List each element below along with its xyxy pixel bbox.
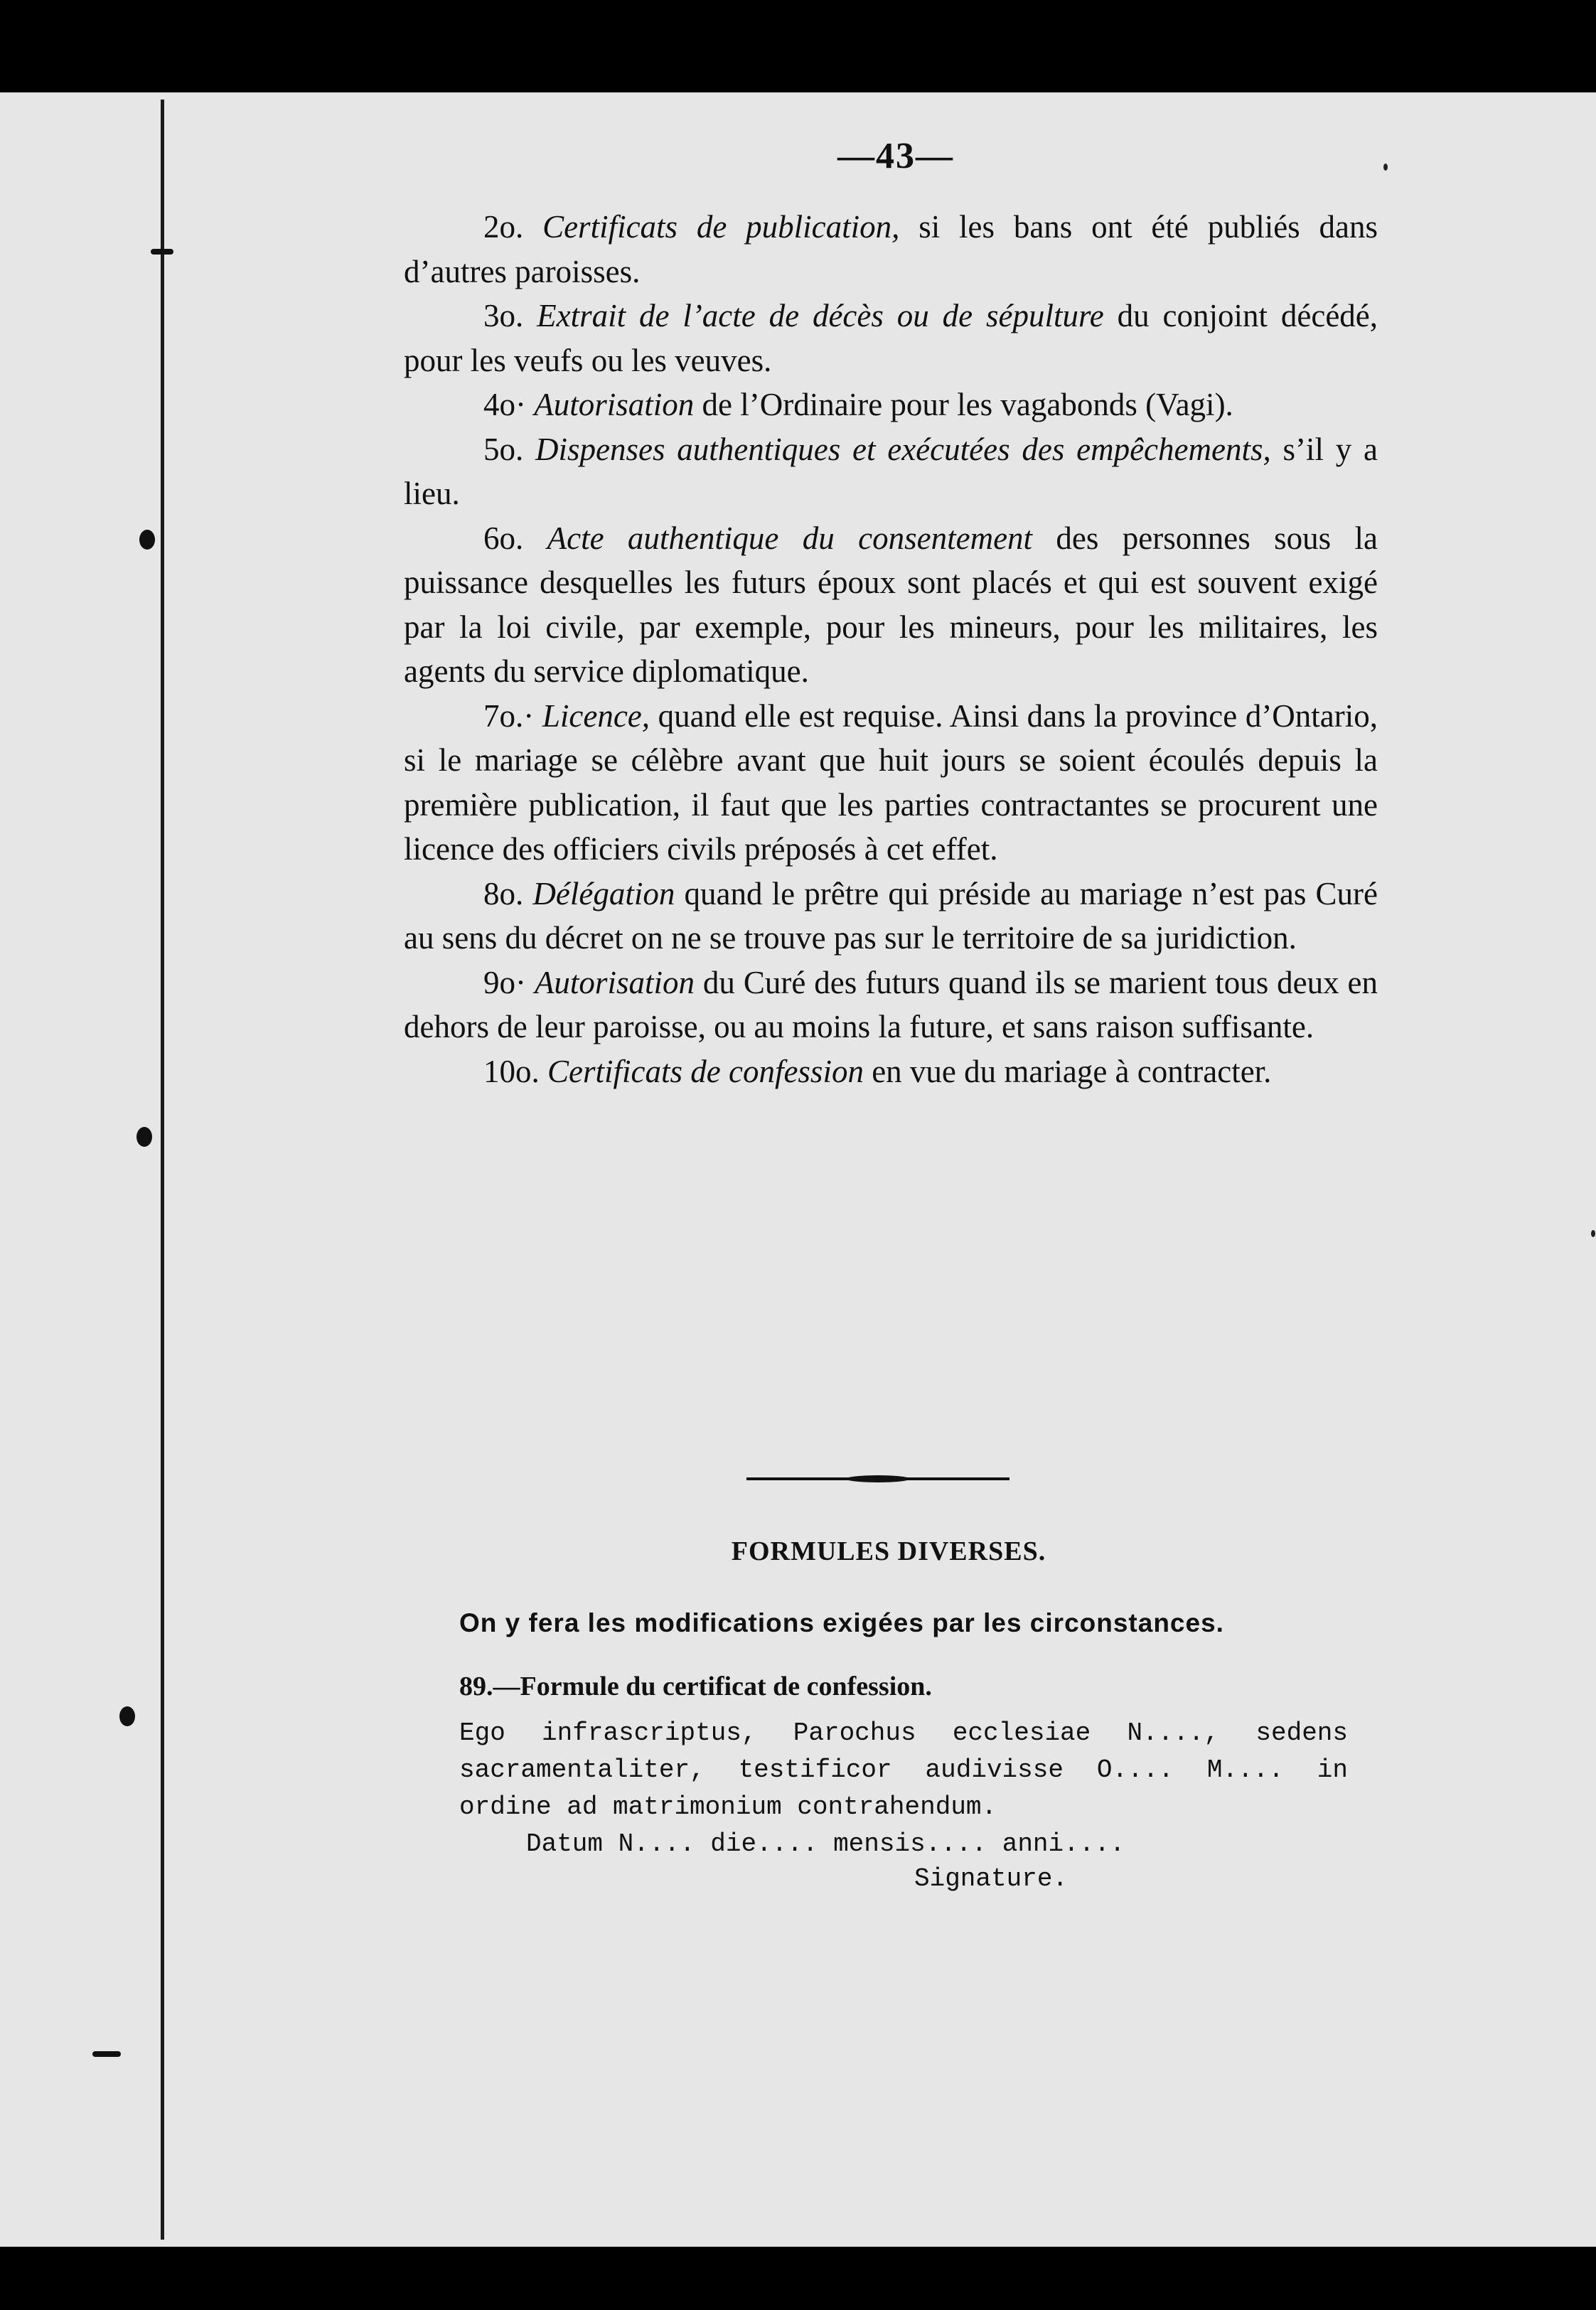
divider-ornament	[846, 1475, 910, 1482]
list-item	[404, 383, 1378, 427]
binding-mark	[151, 249, 173, 255]
list-item	[404, 427, 1378, 516]
item-number: 5o.	[483, 431, 524, 467]
binding-dot	[139, 530, 155, 550]
list-item	[404, 694, 1378, 872]
item-text: en vue du mariage à contracter.	[872, 1053, 1272, 1089]
item-text: du Curé des futurs quand ils se marient tous deux en dehors de leur paroisse, ou au moins la future, et sans raison suffisante.	[404, 964, 1378, 1044]
list-item	[404, 961, 1378, 1049]
binding-dot	[119, 1706, 135, 1726]
item-number: 3o.	[483, 298, 524, 333]
list-item	[404, 872, 1378, 961]
ornamental-divider	[746, 1475, 1009, 1481]
formula-date: Datum N.... die.... mensis.... anni....	[526, 1829, 1125, 1859]
item-number: 10o.	[483, 1053, 540, 1089]
item-title: Délégation	[532, 875, 675, 911]
item-text: des personnes sous la puissance desquelles les futurs époux sont placés et qui est souvent exigé par la loi civile, par exemple, pour les mineurs, pour les militaires, les agents du service diplomatique.	[404, 520, 1378, 689]
item-number: 8o.	[483, 875, 524, 911]
item-number: 7o.·	[483, 697, 535, 734]
requirements-list	[404, 205, 1378, 1093]
item-number: 4o·	[483, 387, 526, 422]
list-item	[404, 294, 1378, 383]
list-item	[404, 1049, 1378, 1094]
item-text: s’il y a lieu.	[404, 431, 1378, 511]
section-note: On y fera les modifications exigées par les circonstances.	[459, 1608, 1224, 1637]
item-number: 9o·	[483, 964, 526, 1000]
item-title: Licence,	[542, 697, 650, 734]
item-text: de l’Ordinaire pour les vagabonds (Vagi).	[702, 387, 1233, 422]
binding-line	[161, 100, 164, 2240]
binding-dot	[136, 1127, 152, 1147]
item-title: Certificats de publication,	[542, 209, 900, 245]
item-title: Acte authentique du consentement	[547, 520, 1033, 556]
item-title: Autorisation	[534, 964, 695, 1000]
list-item	[404, 205, 1378, 294]
item-title: Certificats de confession	[547, 1053, 864, 1089]
item-text: du conjoint décédé, pour les veufs ou les veuves.	[404, 298, 1378, 378]
formula-heading: 89.—Formule du certificat de confession.	[459, 1672, 932, 1701]
item-text: quand elle est requise. Ainsi dans la province d’Ontario, si le mariage se célèbre avant que huit jours se soient écoulés depuis la première publication, il faut que les parties contractantes se procurent une licence des officiers civils préposés à cet effet.	[404, 697, 1378, 867]
section-title: FORMULES DIVERSES.	[731, 1536, 1046, 1566]
item-number: 2o.	[483, 209, 524, 245]
item-text: quand le prêtre qui préside au mariage n’est pas Curé au sens du décret on ne se trouve pas sur le territoire de sa juridiction.	[404, 875, 1378, 956]
page-number: —43—	[837, 136, 954, 176]
speck	[1383, 164, 1388, 171]
item-number: 6o.	[483, 520, 524, 556]
list-item	[404, 516, 1378, 694]
binding-mark	[92, 2051, 121, 2057]
formula-signature: Signature.	[914, 1864, 1069, 1893]
speck	[1591, 1230, 1595, 1237]
item-text: si les bans ont été publiés dans d’autres paroisses.	[404, 209, 1378, 289]
item-title: Extrait de l’acte de décès ou de sépulture	[537, 298, 1104, 333]
item-title: Dispenses authentiques et exécutées des empêchements,	[535, 431, 1271, 467]
formula-body: Ego infrascriptus, Parochus ecclesiae N...., sedens sacramentaliter, testificor audivisse O.... M.... in ordine ad matrimonium contrahendum.	[459, 1718, 1348, 1822]
item-title: Autorisation	[534, 387, 695, 422]
formula-text	[459, 1715, 1348, 1826]
